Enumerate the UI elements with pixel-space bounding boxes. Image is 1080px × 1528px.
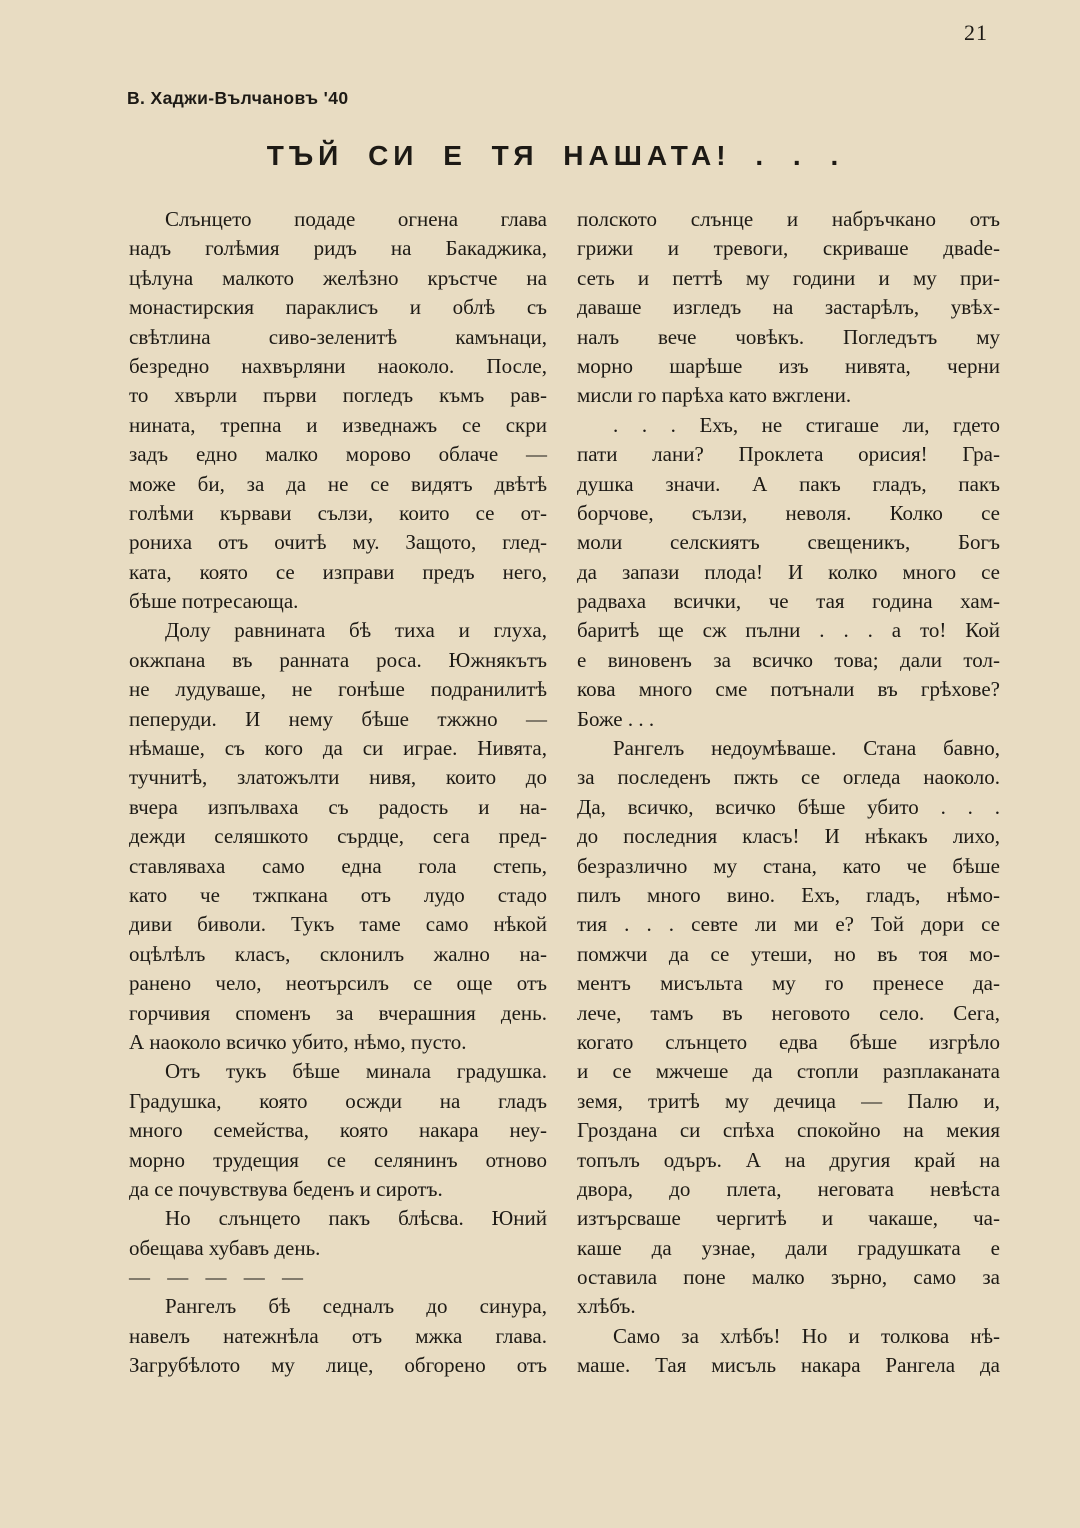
- section-separator: — — — — —: [129, 1265, 309, 1290]
- text-line: моли селскиятъ свещеникъ, Богъ: [577, 530, 1000, 555]
- text-line: помжчи да се утеши, но въ тоя мо-: [577, 941, 1000, 966]
- text-line: морно шарѣше изъ нивята, черни: [577, 353, 1000, 378]
- text-line: обещава хубавъ день.: [129, 1235, 321, 1260]
- text-line: монастирския параклисъ и облѣ съ: [129, 295, 547, 320]
- text-line: хлѣбъ.: [577, 1294, 636, 1319]
- text-line: да запази плода! И колко много се: [577, 559, 1000, 584]
- story-title: ТЪЙ СИ Е ТЯ НАШАТА! . . .: [266, 140, 844, 171]
- text-line: дежди селяшкото сърдце, сега пред-: [129, 824, 547, 849]
- text-line: диви биволи. Тукъ таме само нѣкой: [129, 912, 547, 937]
- text-line: навелъ натежнѣла отъ мжка глава.: [129, 1323, 547, 1348]
- text-line: нината, трепна и изведнажъ се скри: [129, 412, 547, 437]
- text-line: много семейства, която накара неу-: [129, 1118, 547, 1143]
- text-line: да се почувствува беденъ и сиротъ.: [129, 1176, 443, 1201]
- text-line: Гроздана си спѣха спокойно на мекия: [577, 1118, 1000, 1143]
- text-line: Само за хлѣбъ! Но и толкова нѣ-: [613, 1323, 1000, 1348]
- text-line: пати лани? Проклета орисия! Гра-: [577, 442, 1000, 467]
- text-line: ранено чело, неотърсилъ се още отъ: [129, 971, 547, 996]
- text-line: и се мжчеше да стопли разплаканата: [577, 1059, 1000, 1084]
- text-line: цѣлуна малкото желѣзно кръстче на: [129, 265, 547, 290]
- text-line: кова много сме потънали въ грѣхове?: [577, 677, 1000, 702]
- text-line: оцѣлѣлъ класъ, склонилъ жално на-: [129, 941, 547, 966]
- text-line: борчове, сълзи, неволя. Колко се: [577, 500, 1000, 525]
- text-line: като че тжпкана отъ лудо стадо: [129, 882, 547, 907]
- text-line: окжпана въ ранната роса. Южнякътъ: [129, 647, 547, 672]
- text-line: ментъ мисъльта му го пренесе да-: [577, 971, 1000, 996]
- text-line: ставляваха само една гола степь,: [129, 853, 547, 878]
- text-line: надъ голѣмия ридъ на Бакаджика,: [129, 236, 547, 261]
- text-line: бѣше потресающа.: [129, 589, 299, 614]
- text-line: то хвърли първи погледъ къмъ рав-: [129, 383, 547, 408]
- text-line: грижи и тревоги, скриваше двade-: [577, 236, 1000, 261]
- right-text-column: [577, 205, 1000, 1381]
- text-line: Слънцето подаде огнена глава: [165, 207, 547, 231]
- text-line: може би, за да не се видятъ двѣтѣ: [129, 471, 547, 496]
- left-text-column: [129, 205, 547, 1381]
- text-line: рониха отъ очитѣ му. Защото, глед-: [129, 530, 547, 555]
- text-line: Рангелъ бѣ седналъ до синура,: [165, 1294, 547, 1319]
- text-line: задъ едно малко морово облаче —: [129, 442, 547, 467]
- text-line: тучнитѣ, златожълти нивя, които до: [129, 765, 547, 790]
- text-line: Отъ тукъ бѣше минала градушка.: [165, 1059, 547, 1084]
- text-line: пилъ много вино. Ехъ, гладъ, нѣмо-: [577, 882, 1000, 907]
- text-line: Долу равнината бѣ тиха и глуха,: [165, 618, 547, 643]
- text-line: маше. Тая мисъль накара Рангела да: [577, 1353, 1000, 1378]
- text-line: пеперуди. И нему бѣше тжжно —: [129, 706, 547, 731]
- text-line: Рангелъ недоумѣваше. Стана бавно,: [613, 736, 1000, 761]
- text-line: налъ вече човѣкъ. Погледътъ му: [577, 324, 1000, 349]
- text-line: безредно нахвърляни наоколо. После,: [129, 353, 547, 378]
- text-line: до последния класъ! И нѣкакъ лихо,: [577, 824, 1000, 849]
- text-line: горчивия споменъ за вчерашния день.: [129, 1000, 547, 1025]
- text-line: за последенъ пжть се огледа наоколо.: [577, 765, 1000, 790]
- text-line: изтърсваше чергитѣ и чакаше, ча-: [577, 1206, 1000, 1231]
- text-line: Да, всичко, всичко бѣше убито . . .: [577, 794, 1000, 819]
- text-line: земя, тритѣ му дечица — Палю и,: [577, 1088, 1000, 1113]
- text-line: Градушка, която осжди на гладъ: [129, 1088, 547, 1113]
- text-line: полското слънце и набръчкано отъ: [577, 207, 1000, 231]
- text-line: не лудуваше, не гонѣше подранилитѣ: [129, 677, 547, 702]
- text-line: нѣмаше, съ кого да си играе. Нивята,: [129, 736, 547, 761]
- text-line: е виновенъ за всичко това; дали тол-: [577, 647, 1000, 672]
- text-line: ката, която се изправи предъ него,: [129, 559, 547, 584]
- text-line: мисли го парѣха като вжглени.: [577, 383, 852, 408]
- text-line: лече, тамъ въ неговото село. Сега,: [577, 1000, 1000, 1025]
- text-line: вчера изпълваха съ радость и на-: [129, 794, 547, 819]
- text-line: А наоколо всичко убито, нѣмо, пусто.: [129, 1029, 467, 1054]
- text-line: радваха всички, че тая година хам-: [577, 589, 1000, 614]
- text-line: безразлично му стана, като че бѣше: [577, 853, 1000, 878]
- text-line: баритѣ ще сж пълни . . . а то! Кой: [577, 618, 1000, 643]
- text-line: Но слънцето пакъ блѣсва. Юний: [165, 1206, 547, 1231]
- text-line: Загрубѣлото му лице, обгорено отъ: [129, 1353, 547, 1378]
- author-line: В. Хаджи-Вълчановъ '40: [127, 88, 349, 108]
- text-line: когато слънцето едва бѣше изгрѣло: [577, 1029, 1000, 1054]
- text-line: тия . . . севте ли ми е? Той дори се: [577, 912, 1000, 937]
- text-line: морно трудещия се селянинъ отново: [129, 1147, 547, 1172]
- text-line: душка значи. А пакъ гладъ, пакъ: [577, 471, 1000, 496]
- text-line: топълъ одъръ. А на другия край на: [577, 1147, 1000, 1172]
- text-line: голѣми кървави сълзи, които се от-: [129, 500, 547, 525]
- text-line: сеть и петтѣ му години и му при-: [577, 265, 1000, 290]
- text-line: свѣтлина сиво-зеленитѣ камънаци,: [129, 324, 547, 349]
- text-line: . . . Ехъ, не стигаше ли, гдето: [613, 412, 1000, 437]
- text-line: оставила поне малко зърно, само за: [577, 1265, 1000, 1290]
- text-line: каше да узнае, дали градушката е: [577, 1235, 1000, 1260]
- text-line: даваше изгледъ на застарѣлъ, увѣх-: [577, 295, 1000, 320]
- text-line: Боже . . .: [577, 706, 655, 731]
- text-line: двора, до плета, неговата невѣста: [577, 1176, 1000, 1201]
- page-number: 21: [964, 20, 988, 45]
